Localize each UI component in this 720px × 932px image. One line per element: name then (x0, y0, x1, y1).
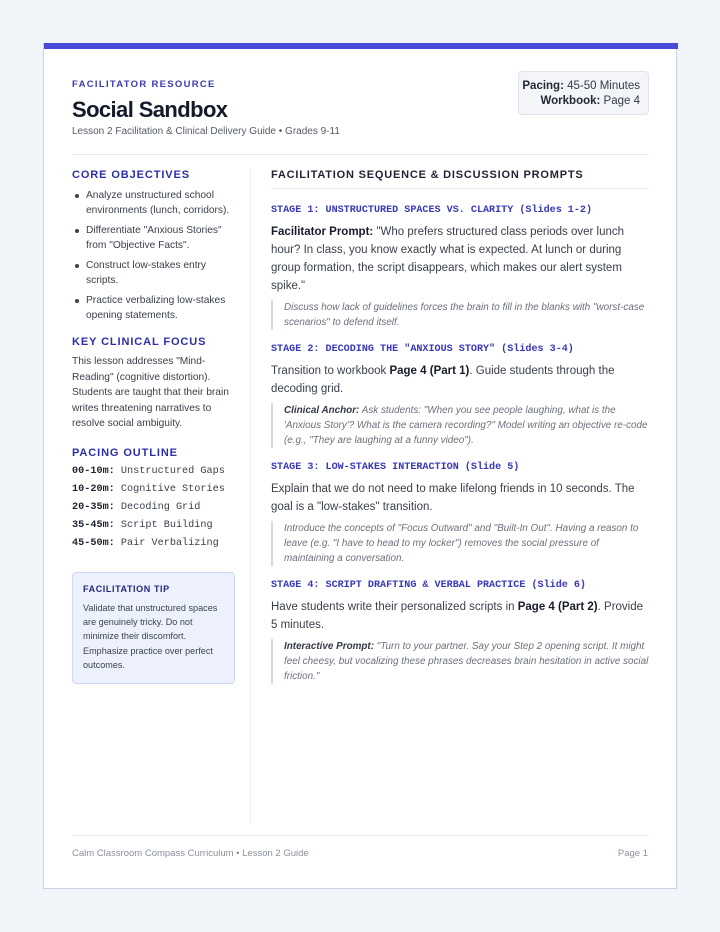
header-divider (72, 154, 649, 155)
objective-item: Construct low-stakes entry scripts. (72, 258, 236, 288)
sequence-heading: FACILITATION SEQUENCE & DISCUSSION PROMPTS (271, 169, 649, 189)
workbook-line (519, 94, 640, 109)
prompt-label: Facilitator Prompt: (271, 226, 374, 238)
pacing-activity: Script Building (120, 520, 213, 532)
objectives-heading: CORE OBJECTIVES (72, 169, 191, 181)
stage-4-text-a: Have students write their personalized scripts in (271, 601, 518, 613)
page-title: Social Sandbox (72, 97, 228, 122)
stage-1-prompt (271, 223, 649, 295)
objective-item: Differentiate "Anxious Stories" from "Objective Facts". (72, 223, 236, 253)
prompt-label: Interactive Prompt: (284, 641, 374, 652)
pacing-outline (72, 463, 236, 554)
stage-3-note: Introduce the concepts of "Focus Outward" and "Built-In Out". Having a reason to leave (e.g. "I have to head to my locker") removes the social pressure of maintaining a conversation. (271, 521, 649, 566)
pacing-time: 45-50m: (72, 538, 115, 550)
stage-4-prompt (271, 639, 649, 684)
objective-item: Practice verbalizing low-stakes opening statements. (72, 293, 236, 323)
prompt-text: "Turn to your partner. Say your Step 2 opening script. It might feel cheesy, but vocalizing these phrases decreases brain hesitation in active social friction." (284, 641, 649, 682)
pacing-activity: Decoding Grid (120, 502, 201, 514)
pacing-time: 35-45m: (72, 520, 115, 532)
pacing-value: 45-50 Minutes (567, 80, 640, 92)
stage-2-text (271, 362, 649, 398)
stage-4-heading: STAGE 4: SCRIPT DRAFTING & VERBAL PRACTICE (Slide 6) (271, 580, 586, 591)
objective-item: Analyze unstructured school environments (lunch, corridors). (72, 188, 236, 218)
pacing-line (519, 79, 640, 94)
stage-4-text-b: . Provide 5 minutes. (271, 601, 644, 631)
stage-2-text-b: . Guide students through the decoding grid. (271, 365, 615, 395)
stage-1-note: Discuss how lack of guidelines forces the brain to fill in the blanks with "worst-case scenarios" to defend itself. (271, 300, 649, 330)
tip-text: Validate that unstructured spaces are genuinely tricky. Do not minimize their discomfort. Emphasize practice over perfect outcomes. (83, 603, 218, 670)
guide-page (43, 43, 677, 889)
stage-2-anchor (271, 403, 649, 448)
pacing-time: 00-10m: (72, 465, 115, 477)
footer-divider (72, 835, 649, 836)
anchor-text: Ask students: "When you see people laughing, what is the 'Anxious Story'? What is the camera recording?" Model writing an objective re-code (e.g., "They are laughing at a funny video"). (284, 405, 648, 446)
pacing-box (518, 71, 649, 115)
sidebar (72, 169, 236, 554)
workbook-value: Page 4 (603, 95, 640, 107)
pacing-row (72, 499, 236, 517)
column-divider (250, 169, 251, 824)
stage-2-text-a: Transition to workbook (271, 365, 390, 377)
focus-heading: KEY CLINICAL FOCUS (72, 336, 207, 349)
stage-4-text (271, 598, 649, 634)
prompt-text: "Who prefers structured class periods over lunch hour? In class, you know exactly what is expected. At lunch or during group formation, the script disappears, which makes our alert system spike." (271, 226, 625, 292)
pacing-row (72, 463, 236, 481)
pacing-activity: Cognitive Stories (120, 483, 225, 495)
page-subtitle: Lesson 2 Facilitation & Clinical Delivery Guide • Grades 9-11 (72, 126, 340, 137)
tip-heading: FACILITATION TIP (83, 584, 170, 594)
pacing-row (72, 535, 236, 553)
stage-1-heading: STAGE 1: UNSTRUCTURED SPACES VS. CLARITY (Slides 1-2) (271, 205, 593, 216)
stage-3-heading: STAGE 3: LOW-STAKES INTERACTION (Slide 5) (271, 462, 520, 473)
workbook-ref: Page 4 (Part 2) (517, 601, 598, 613)
page-number: Page 1 (617, 848, 648, 859)
focus-text: This lesson addresses "Mind-Reading" (cognitive distortion). Students are taught that their brain writes threatening narratives to resolve social ambiguity. (72, 356, 229, 430)
anchor-label: Clinical Anchor: (284, 405, 360, 416)
pacing-activity: Pair Verbalizing (120, 538, 219, 550)
pacing-label: Pacing: (522, 80, 564, 92)
pacing-time: 20-35m: (72, 502, 115, 514)
objectives-list (72, 188, 236, 323)
pacing-activity: Unstructured Gaps (120, 465, 225, 477)
footer-text: Calm Classroom Compass Curriculum • Lesson 2 Guide (72, 848, 309, 859)
stage-3-text: Explain that we do not need to make lifelong friends in 10 seconds. The goal is a "low-stakes" transition. (271, 483, 635, 513)
facilitation-tip-box (72, 572, 235, 684)
pacing-row (72, 517, 236, 535)
pacing-time: 10-20m: (72, 483, 115, 495)
pacing-row (72, 481, 236, 499)
accent-bar (44, 43, 678, 49)
stage-2-heading: STAGE 2: DECODING THE "ANXIOUS STORY" (Slides 3-4) (271, 344, 574, 355)
eyebrow-label: FACILITATOR RESOURCE (72, 79, 216, 90)
main-content (271, 169, 649, 684)
workbook-ref: Page 4 (Part 1) (389, 365, 470, 377)
pacing-heading: PACING OUTLINE (72, 446, 178, 459)
workbook-label: Workbook: (540, 95, 601, 107)
